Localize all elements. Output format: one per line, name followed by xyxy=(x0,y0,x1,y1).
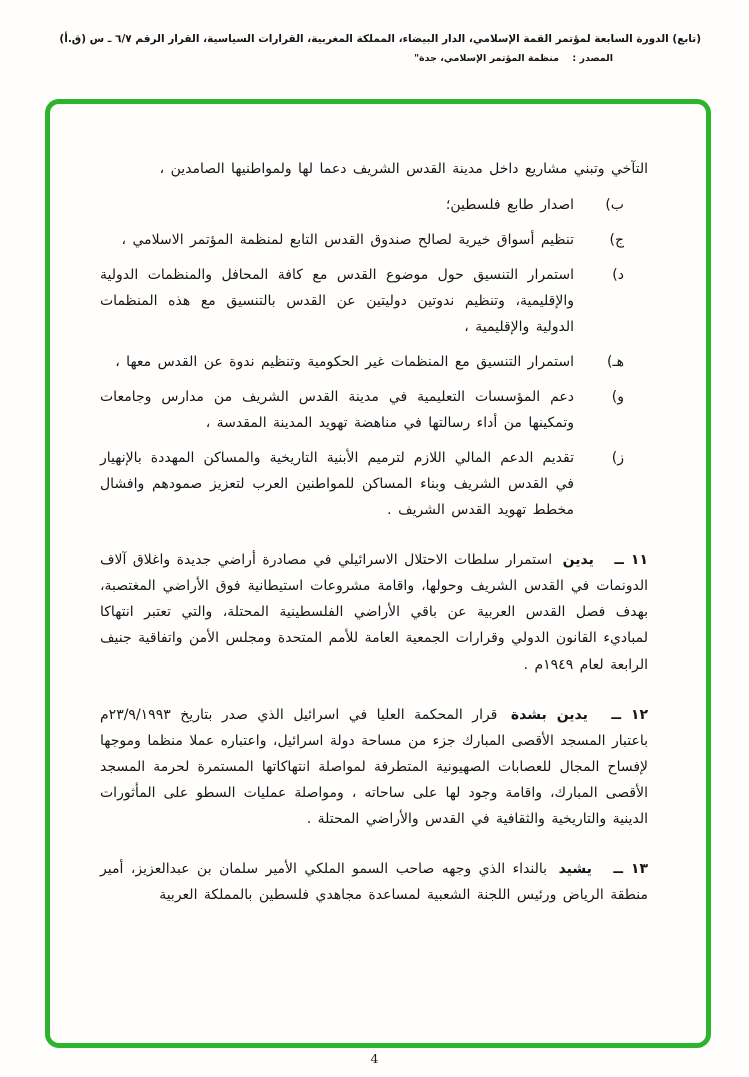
clause-lead-word: يدين بشدة xyxy=(510,706,588,723)
paragraph-continuation: التآخي وتبني مشاريع داخل مدينة القدس الشريف دعما لها ولمواطنيها الصامدين ، xyxy=(159,161,648,177)
list-item-j xyxy=(100,227,624,253)
clause-number: ١٢ ــ xyxy=(611,706,649,723)
clause-lead-word: يدين xyxy=(562,552,594,569)
item-text: تقديم الدعم المالي اللازم لترميم الأبنية التاريخية والمساكن المهددة بالإنهيار في القدس الشريف وبناء المساكن للمواطنين العرب لتعزيز صمودهم وافشال مخطط تهويد القدس الشريف . xyxy=(100,450,574,519)
document-body xyxy=(50,104,706,908)
source-value: منظمة المؤتمر الإسلامي، جدة" xyxy=(414,53,560,65)
item-text: استمرار التنسيق مع المنظمات غير الحكومية وتنظيم ندوة عن القدس معها ، xyxy=(115,354,574,371)
document-header xyxy=(0,0,749,68)
item-text: دعم المؤسسات التعليمية في مدينة القدس الشريف من مدارس وجامعات وتمكينها من أداء رسالتها في مناهضة تهويد المدينة المقدسة ، xyxy=(100,389,574,432)
lettered-list xyxy=(100,192,624,523)
header-source xyxy=(40,51,701,68)
item-marker: د) xyxy=(612,267,624,284)
clause-text: قرار المحكمة العليا في اسرائيل الذي صدر بتاريخ ٢٣/٩/١٩٩٣م باعتبار المسجد الأقصى المبارك جزء من مساحة دولة اسرائيل، واعتباره عملا منظما وموجها لإفساح المجال للعصابات الصهيونية المتطرفة لمواصلة انتهاكاتها المستمرة لحرمة المسجد الأقصى المبارك، واقامة وجود لها على ساحاته ، ومواصلة عمليات السطو على المأثورات الدينية والتاريخية والثقافية في القدس والأراضي المحتلة . xyxy=(100,706,648,827)
item-marker: و) xyxy=(611,389,624,406)
item-text: تنظيم أسواق خيرية لصالح صندوق القدس التابع لمنظمة المؤتمر الاسلامي ، xyxy=(121,232,574,249)
resolution-clause-11 xyxy=(100,547,648,677)
clause-lead-word: يشيد xyxy=(558,860,592,877)
list-item-h xyxy=(100,349,624,375)
item-marker: ب) xyxy=(605,197,624,214)
item-marker: ج) xyxy=(609,232,624,249)
clause-text: استمرار سلطات الاحتلال الاسرائيلي في مصادرة أراضي جديدة واغلاق آلاف الدونمات في القدس الشريف وحولها، واقامة مشروعات استيطانية فوق الأراضي المغتصبة، بهدف فصل القدس العربية عن باقي الأراضي الفلسطينية المحتلة، والتي تعتبر انتهاكا لمباديء القانون الدولي وقرارات الجمعية العامة للأمم المتحدة ومجلس الأمن واتفاقية جنيف الرابعة لعام ١٩٤٩م . xyxy=(100,552,648,673)
page-number: 4 xyxy=(370,1051,379,1066)
list-item-d xyxy=(100,262,624,340)
item-marker: هـ) xyxy=(607,354,624,371)
resolution-clause-12 xyxy=(100,702,648,832)
item-text: استمرار التنسيق حول موضوع القدس مع كافة المحافل والمنظمات الدولية والإقليمية، وتنظيم ندوتين دوليتين عن القدس بالتنسيق مع هذه المنظمات الدولية والإقليمية ، xyxy=(100,267,574,336)
list-item-w xyxy=(100,384,624,436)
clause-number: ١١ ــ xyxy=(614,552,649,569)
list-item-b xyxy=(100,192,624,218)
green-border-frame xyxy=(45,99,711,1048)
source-label: المصدر : xyxy=(572,53,613,65)
list-item-z xyxy=(100,445,624,523)
item-marker: ز) xyxy=(611,450,624,467)
clause-number: ١٣ ــ xyxy=(613,860,649,877)
header-title: (تابع) الدورة السابعة لمؤتمر القمة الإسلامي، الدار البيضاء، المملكة المغربية، القرارات السياسية، القرار الرقم ٦/٧ ـ س (ق.أ) xyxy=(59,33,701,45)
item-text: اصدار طابع فلسطين؛ xyxy=(445,197,574,214)
resolution-clause-13 xyxy=(100,856,648,908)
clause-text: بالنداء الذي وجهه صاحب السمو الملكي الأمير سلمان بن عبدالعزيز، أمير منطقة الرياض ورئيس اللجنة الشعبية لمساعدة مجاهدي فلسطين بالمملكة العربية xyxy=(100,860,648,903)
